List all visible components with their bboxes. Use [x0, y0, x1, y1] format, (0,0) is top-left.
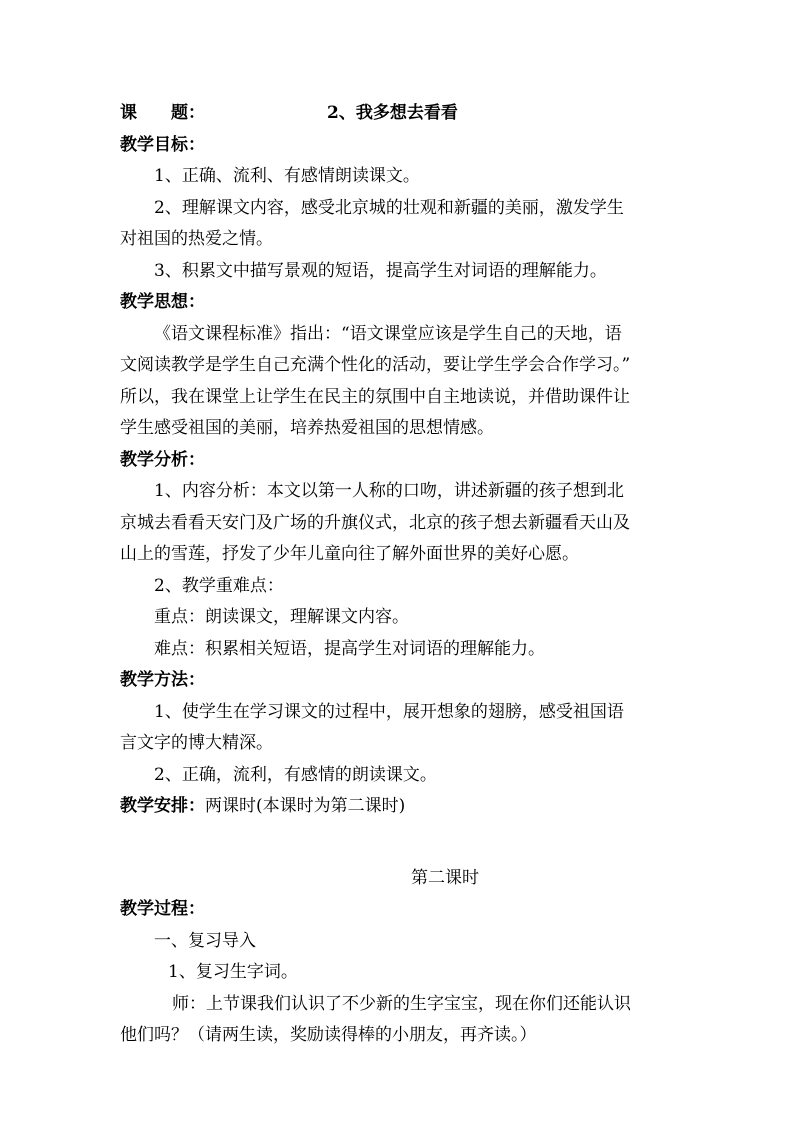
- arrangement-row: [120, 791, 680, 823]
- objectives-heading: 教学目标：: [120, 134, 205, 155]
- lesson-title-label: 课 题：: [120, 103, 205, 123]
- thought-heading: 教学思想：: [120, 292, 205, 312]
- session-title: 第二课时: [411, 867, 479, 888]
- analysis-line: 难点：积累相关短语，提高学生对词语的理解能力。: [154, 638, 545, 659]
- process-heading: 教学过程：: [120, 899, 205, 919]
- objective-line: 对祖国的热爱之情。: [120, 229, 273, 249]
- thought-line: 所以，我在课堂上让学生在民主的氛围中自主地读说，并借助课件让: [120, 386, 630, 407]
- section-gap: [120, 823, 680, 863]
- methods-line: 言文字的博大精深。: [120, 733, 273, 753]
- analysis-line: 山上的雪莲，抒发了少年儿童向往了解外面世界的美好心愿。: [120, 544, 579, 564]
- lesson-title: 2、我多想去看看: [327, 103, 458, 123]
- thought-line: 学生感受祖国的美丽，培养热爱祖国的思想情感。: [120, 418, 494, 438]
- process-line: 师：上节课我们认识了不少新的生字宝宝，现在你们还能认识: [172, 993, 631, 1014]
- process-line: 一、复习导入: [154, 930, 256, 951]
- analysis-line: 京城去看看天安门及广场的升旗仪式，北京的孩子想去新疆看天山及: [120, 512, 630, 533]
- methods-line: 2、正确，流利，有感情的朗读课文。: [154, 764, 437, 785]
- document-page: [120, 98, 680, 1052]
- thought-line: 文阅读教学是学生自己充满个性化的活动，要让学生学会合作学习。”: [120, 355, 631, 375]
- methods-line: 1、使学生在学习课文的过程中，展开想象的翅膀，感受祖国语: [154, 701, 624, 722]
- analysis-line: 重点：朗读课文，理解课文内容。: [154, 607, 409, 627]
- objective-line: 3、积累文中描写景观的短语，提高学生对词语的理解能力。: [154, 260, 607, 281]
- objective-line: 1、正确、流利、有感情朗读课文。: [154, 166, 420, 186]
- arrangement-text: 两课时(本课时为第二课时): [205, 796, 406, 816]
- analysis-heading: 教学分析：: [120, 449, 205, 470]
- methods-heading: 教学方法：: [120, 670, 205, 690]
- arrangement-heading: 教学安排：: [120, 796, 205, 816]
- analysis-line: 1、内容分析：本文以第一人称的口吻，讲述新疆的孩子想到北: [154, 481, 624, 501]
- process-line: 他们吗？（请两生读，奖励读得棒的小朋友，再齐读。）: [120, 1025, 537, 1045]
- process-line: 1、复习生字词。: [168, 962, 298, 982]
- objective-line: 2、理解课文内容，感受北京城的壮观和新疆的美丽，激发学生: [154, 197, 624, 218]
- lesson-title-row: [120, 98, 680, 130]
- analysis-line: 2、教学重难点：: [154, 575, 284, 596]
- thought-line: 《语文课程标准》指出：“语文课堂应该是学生自己的天地，语: [154, 323, 622, 344]
